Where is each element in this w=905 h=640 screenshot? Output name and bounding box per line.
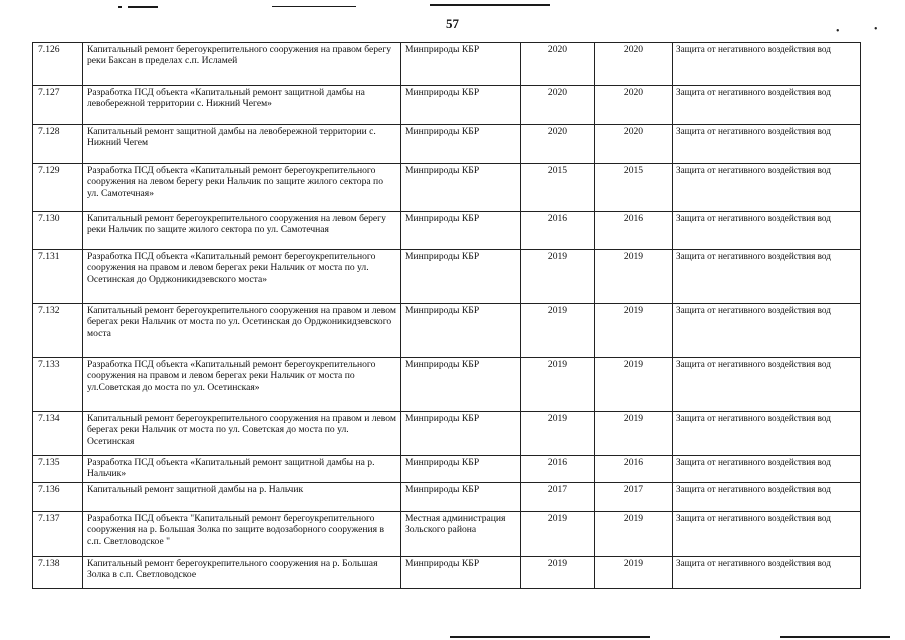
table-row: [33, 511, 861, 556]
table-row: [33, 556, 861, 588]
table-cell-end-year: 2020: [595, 125, 673, 164]
table-row: [33, 125, 861, 164]
table-cell-end-year: 2020: [595, 86, 673, 125]
table-cell-description: Капитальный ремонт защитной дамбы на левобережной территории с. Нижний Чегем: [83, 125, 401, 164]
table-cell-end-year: 2019: [595, 412, 673, 456]
table-cell-start-year: 2019: [521, 556, 595, 588]
table-cell-executor: Минприроды КБР: [401, 556, 521, 588]
table-cell-executor: Минприроды КБР: [401, 86, 521, 125]
table-cell-executor: Минприроды КБР: [401, 212, 521, 250]
scan-mark-top-left-2: [128, 6, 158, 8]
table-cell-start-year: 2019: [521, 304, 595, 358]
scan-dot: •: [874, 24, 878, 35]
table-cell-result: Защита от негативного воздействия вод: [673, 250, 861, 304]
measures-table: [32, 42, 861, 589]
table-cell-start-year: 2016: [521, 456, 595, 483]
table-cell-number: 7.131: [33, 250, 83, 304]
table-cell-description: Капитальный ремонт берегоукрепительного сооружения на р. Большая Золка в с.п. Светловодское: [83, 556, 401, 588]
table-cell-executor: Минприроды КБР: [401, 412, 521, 456]
table-cell-number: 7.127: [33, 86, 83, 125]
table-cell-end-year: 2015: [595, 164, 673, 212]
table-cell-result: Защита от негативного воздействия вод: [673, 304, 861, 358]
table-cell-start-year: 2015: [521, 164, 595, 212]
table-cell-result: Защита от негативного воздействия вод: [673, 164, 861, 212]
table-cell-description: Разработка ПСД объекта «Капитальный ремонт защитной дамбы на р. Нальчик»: [83, 456, 401, 483]
table-cell-result: Защита от негативного воздействия вод: [673, 482, 861, 511]
table-cell-executor: Минприроды КБР: [401, 304, 521, 358]
table-cell-description: Разработка ПСД объекта «Капитальный ремонт защитной дамбы на левобережной территории с. Нижний Чегем»: [83, 86, 401, 125]
page-number: 57: [446, 16, 459, 31]
table-cell-description: Разработка ПСД объекта «Капитальный ремонт берегоукрепительного сооружения на правом и левом берегах реки Нальчик от моста по ул. Осетинская до Орджоникидзевского моста»: [83, 250, 401, 304]
table-row: [33, 482, 861, 511]
table-cell-number: 7.126: [33, 43, 83, 86]
table-cell-start-year: 2017: [521, 482, 595, 511]
table-cell-description: Разработка ПСД объекта «Капитальный ремонт берегоукрепительного сооружения на правом и левом берегах реки Нальчик от моста по ул.Советская до моста по ул. Осетинская»: [83, 358, 401, 412]
table-cell-number: 7.138: [33, 556, 83, 588]
table-row: [33, 304, 861, 358]
table-cell-end-year: 2019: [595, 358, 673, 412]
table-cell-start-year: 2016: [521, 212, 595, 250]
scan-mark-bottom-right: [780, 636, 890, 638]
table-cell-description: Разработка ПСД объекта "Капитальный ремонт берегоукрепительного сооружения на р. Большая Золка по защите водозаборного сооружения в с.п. Светловодское ": [83, 511, 401, 556]
table-cell-number: 7.135: [33, 456, 83, 483]
table-row: [33, 86, 861, 125]
table-cell-start-year: 2019: [521, 412, 595, 456]
table-row: [33, 164, 861, 212]
table-row: [33, 250, 861, 304]
table-cell-end-year: 2019: [595, 511, 673, 556]
table-cell-executor: Минприроды КБР: [401, 482, 521, 511]
table-cell-number: 7.129: [33, 164, 83, 212]
table-row: [33, 43, 861, 86]
table-cell-number: 7.133: [33, 358, 83, 412]
table-cell-number: 7.137: [33, 511, 83, 556]
table-cell-result: Защита от негативного воздействия вод: [673, 511, 861, 556]
table-cell-number: 7.132: [33, 304, 83, 358]
table-cell-start-year: 2020: [521, 125, 595, 164]
table-cell-start-year: 2020: [521, 43, 595, 86]
table-cell-end-year: 2016: [595, 212, 673, 250]
table-cell-end-year: 2017: [595, 482, 673, 511]
table-row: [33, 456, 861, 483]
table-cell-result: Защита от негативного воздействия вод: [673, 412, 861, 456]
table-cell-description: Разработка ПСД объекта «Капитальный ремонт берегоукрепительного сооружения на левом берегу реки Нальчик по защите жилого сектора по ул. Самотечная»: [83, 164, 401, 212]
table-cell-number: 7.130: [33, 212, 83, 250]
table-cell-start-year: 2019: [521, 358, 595, 412]
scan-mark-top-left: [118, 6, 122, 8]
table-cell-end-year: 2019: [595, 556, 673, 588]
table-cell-start-year: 2020: [521, 86, 595, 125]
table-cell-description: Капитальный ремонт берегоукрепительного сооружения на правом и левом берегах реки Нальчик от моста по ул. Советская до моста по ул. Осетинская: [83, 412, 401, 456]
table-cell-result: Защита от негативного воздействия вод: [673, 358, 861, 412]
scan-mark-bottom: [450, 636, 650, 638]
table-cell-result: Защита от негативного воздействия вод: [673, 556, 861, 588]
table-cell-result: Защита от негативного воздействия вод: [673, 456, 861, 483]
table-cell-number: 7.134: [33, 412, 83, 456]
table-cell-description: Капитальный ремонт защитной дамбы на р. Нальчик: [83, 482, 401, 511]
table-cell-description: Капитальный ремонт берегоукрепительного сооружения на левом берегу реки Нальчик по защите жилого сектора по ул. Самотечная: [83, 212, 401, 250]
scan-mark-top-center: [272, 6, 356, 7]
table-cell-end-year: 2020: [595, 43, 673, 86]
table-cell-executor: Минприроды КБР: [401, 250, 521, 304]
table-cell-end-year: 2019: [595, 250, 673, 304]
table-cell-executor: Минприроды КБР: [401, 43, 521, 86]
table-cell-end-year: 2016: [595, 456, 673, 483]
table-cell-executor: Местная администрация Зольского района: [401, 511, 521, 556]
scan-dot: •: [836, 26, 840, 37]
table-cell-start-year: 2019: [521, 511, 595, 556]
table-cell-result: Защита от негативного воздействия вод: [673, 43, 861, 86]
table-cell-executor: Минприроды КБР: [401, 164, 521, 212]
table-row: [33, 212, 861, 250]
table-cell-executor: Минприроды КБР: [401, 456, 521, 483]
table-row: [33, 358, 861, 412]
table-cell-result: Защита от негативного воздействия вод: [673, 86, 861, 125]
table-cell-start-year: 2019: [521, 250, 595, 304]
table-cell-description: Капитальный ремонт берегоукрепительного сооружения на правом берегу реки Баксан в пределах с.п. Исламей: [83, 43, 401, 86]
table-cell-description: Капитальный ремонт берегоукрепительного сооружения на правом и левом берегах реки Нальчик от моста по ул. Осетинская до Орджоникидзевского моста: [83, 304, 401, 358]
table-cell-executor: Минприроды КБР: [401, 125, 521, 164]
table-cell-result: Защита от негативного воздействия вод: [673, 212, 861, 250]
table-row: [33, 412, 861, 456]
scan-mark-top-right: [430, 4, 550, 6]
table-cell-executor: Минприроды КБР: [401, 358, 521, 412]
table-cell-result: Защита от негативного воздействия вод: [673, 125, 861, 164]
table-cell-end-year: 2019: [595, 304, 673, 358]
table-cell-number: 7.128: [33, 125, 83, 164]
table-cell-number: 7.136: [33, 482, 83, 511]
